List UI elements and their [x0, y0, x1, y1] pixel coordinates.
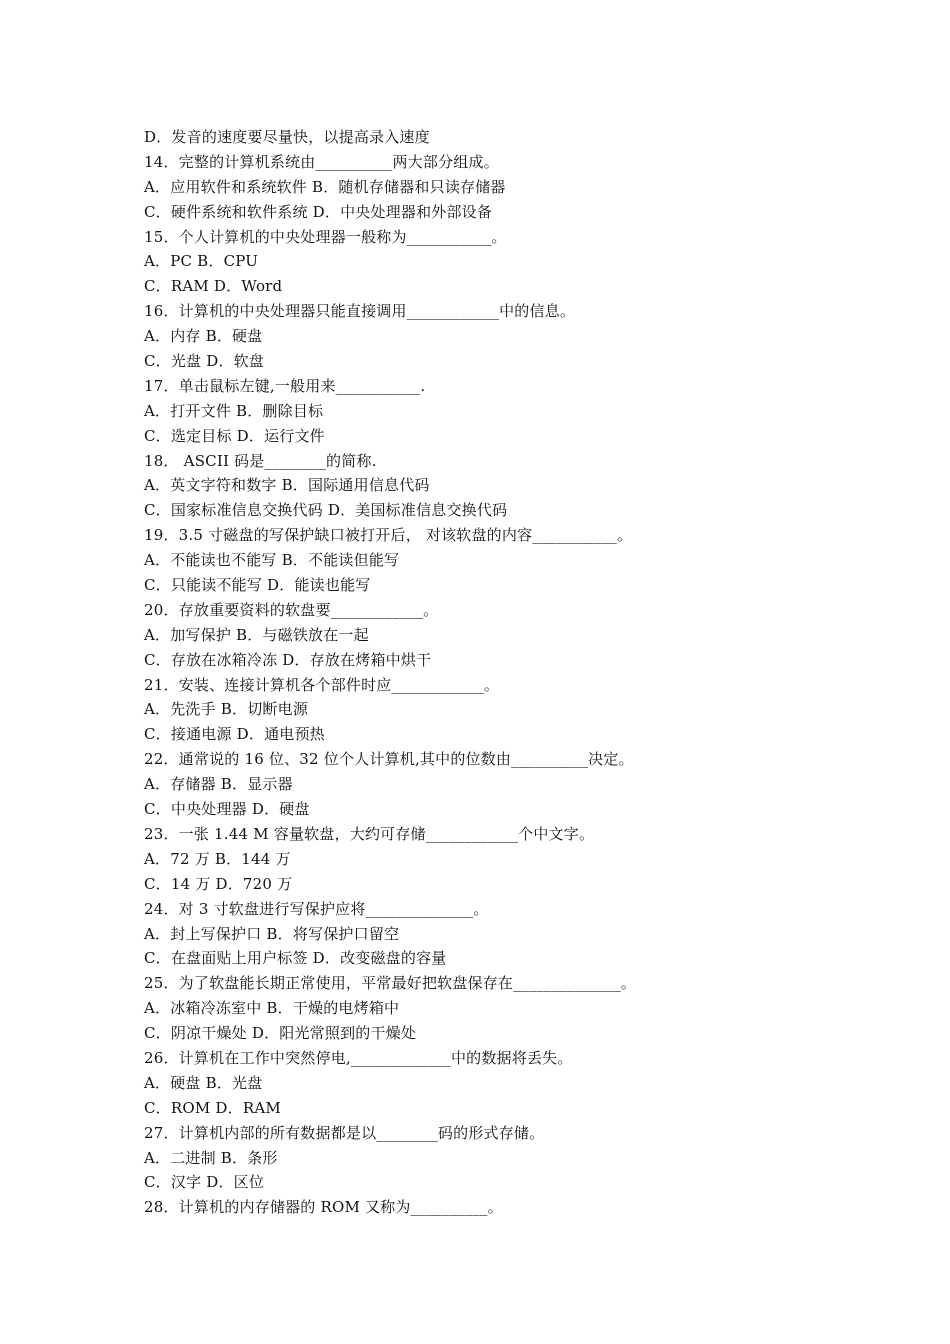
text-line: C．硬件系统和软件系统 D．中央处理器和外部设备	[144, 202, 493, 221]
text-line: C．中央处理器 D．硬盘	[144, 800, 310, 819]
text-line: 21．安装、连接计算机各个部件时应____________。	[144, 675, 500, 694]
text-line: A．硬盘 B．光盘	[144, 1073, 263, 1092]
text-line: A．封上写保护口 B．将写保护口留空	[144, 924, 400, 943]
text-line: A．英文字符和数字 B．国际通用信息代码	[144, 476, 430, 495]
text-line: A．打开文件 B．删除目标	[144, 401, 324, 420]
text-line: 26．计算机在工作中突然停电,_____________中的数据将丢失。	[144, 1048, 573, 1067]
document-body	[144, 125, 864, 1220]
text-line: 19．3.5 寸磁盘的写保护缺口被打开后， 对该软盘的内容___________。	[144, 526, 633, 545]
text-line: 20．存放重要资料的软盘要____________。	[144, 600, 439, 619]
text-line: 23．一张 1.44 M 容量软盘，大约可存储____________个中文字。	[144, 824, 595, 843]
text-line: D．发音的速度要尽量快，以提高录入速度	[144, 128, 430, 146]
text-line: C．只能读不能写 D．能读也能写	[144, 576, 371, 595]
text-line: C．RAM D．Word	[144, 277, 283, 296]
text-line: A．PC B．CPU	[144, 252, 259, 271]
text-line: 27．计算机内部的所有数据都是以________码的形式存储。	[144, 1123, 545, 1142]
text-line: 24．对 3 寸软盘进行写保护应将______________。	[144, 899, 489, 918]
text-line: A．不能读也不能写 B．不能读但能写	[144, 551, 400, 570]
text-line: 16．计算机的中央处理器只能直接调用____________中的信息。	[144, 302, 576, 321]
text-line: C．汉字 D．区位	[144, 1173, 265, 1192]
text-line: 22．通常说的 16 位、32 位个人计算机,其中的位数由__________决定。	[144, 750, 634, 769]
text-line: 14．完整的计算机系统由__________两大部分组成。	[144, 152, 499, 171]
text-line: 15．个人计算机的中央处理器一般称为___________。	[144, 227, 507, 246]
text-line: C．国家标准信息交换代码 D．美国标准信息交换代码	[144, 501, 508, 520]
text-line: C．存放在冰箱冷冻 D．存放在烤箱中烘干	[144, 650, 432, 669]
text-line: 25．为了软盘能长期正常使用，平常最好把软盘保存在______________。	[144, 974, 637, 993]
text-line: 17．单击鼠标左键,一般用来___________.	[144, 376, 426, 395]
text-line: C．阴凉干燥处 D．阳光常照到的干燥处	[144, 1024, 417, 1043]
text-line: A．内存 B．硬盘	[144, 327, 263, 346]
text-line: C．在盘面贴上用户标签 D．改变磁盘的容量	[144, 949, 447, 968]
text-line: 18． ASCII 码是________的简称.	[144, 451, 377, 470]
text-line: A．存储器 B．显示器	[144, 775, 293, 794]
text-line: C．选定目标 D．运行文件	[144, 426, 325, 445]
text-line: A．冰箱冷冻室中 B．干燥的电烤箱中	[144, 999, 400, 1018]
text-line: 28．计算机的内存储器的 ROM 又称为__________。	[144, 1198, 503, 1217]
text-line: A．先洗手 B．切断电源	[144, 700, 309, 719]
text-line: C．光盘 D．软盘	[144, 352, 265, 371]
text-line: A．72 万 B．144 万	[144, 849, 291, 868]
text-line: A．加写保护 B．与磁铁放在一起	[144, 625, 369, 644]
text-line: C．14 万 D．720 万	[144, 874, 293, 893]
text-line: C．接通电源 D．通电预热	[144, 725, 325, 744]
text-line: A．应用软件和系统软件 B．随机存储器和只读存储器	[144, 177, 506, 196]
text-line: A．二进制 B．条形	[144, 1148, 278, 1167]
text-line: C．ROM D．RAM	[144, 1098, 281, 1117]
